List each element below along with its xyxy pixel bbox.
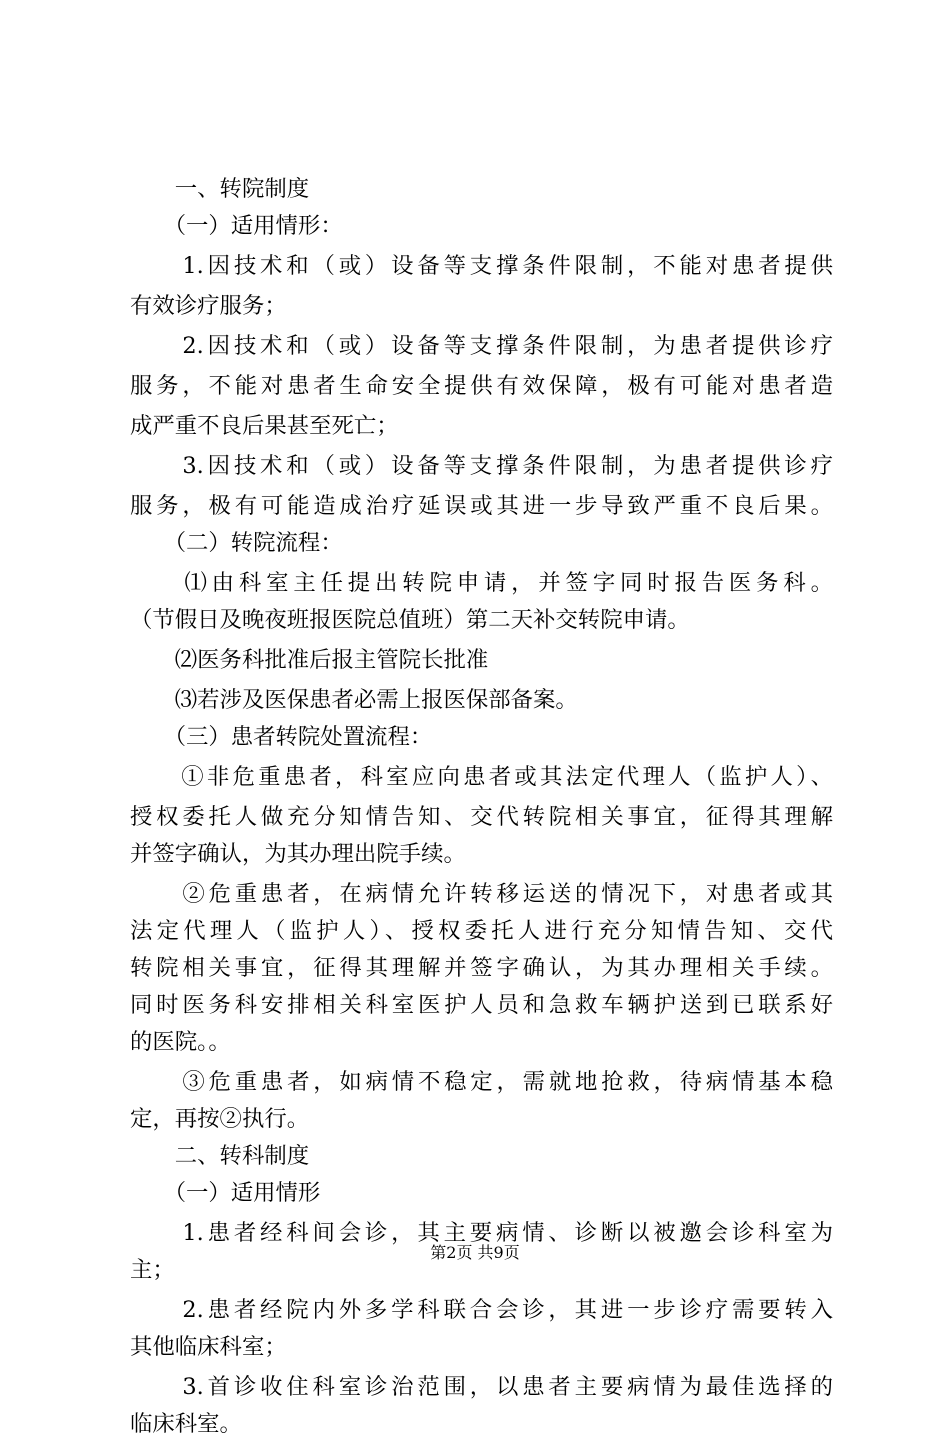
text-line: ②危重患者，在病情允许转移运送的情况下，对患者或其 bbox=[130, 881, 833, 907]
heading-transfer-hospital: 一、转院制度 bbox=[130, 176, 310, 202]
text-line: 2.患者经院内外多学科联合会诊，其进一步诊疗需要转入 bbox=[130, 1297, 833, 1323]
text-line: 3.首诊收住科室诊治范围，以患者主要病情为最佳选择的 bbox=[130, 1374, 833, 1400]
text-line: 有效诊疗服务； bbox=[130, 293, 287, 319]
subheading-applicable-situations: （一）适用情形： bbox=[130, 213, 343, 239]
text-line: 1.因技术和（或）设备等支撑条件限制，不能对患者提供 bbox=[130, 253, 833, 279]
text-line: 授权委托人做充分知情告知、交代转院相关事宜，征得其理解 bbox=[130, 804, 833, 830]
text-line: 2.因技术和（或）设备等支撑条件限制，为患者提供诊疗 bbox=[130, 333, 833, 359]
page-number: 第2页 共9页 bbox=[430, 1243, 520, 1262]
text-line: 同时医务科安排相关科室医护人员和急救车辆护送到已联系好 bbox=[130, 992, 833, 1018]
text-line: 成严重不良后果甚至死亡； bbox=[130, 413, 399, 439]
text-line: 并签字确认，为其办理出院手续。 bbox=[130, 841, 466, 867]
text-line: 转院相关事宜，征得其理解并签字确认，为其办理相关手续。 bbox=[130, 955, 833, 981]
text-line: ③危重患者，如病情不稳定，需就地抢救，待病情基本稳 bbox=[130, 1069, 833, 1095]
text-line: 其他临床科室； bbox=[130, 1334, 287, 1360]
text-line: 的医院。。 bbox=[130, 1029, 231, 1055]
text-line: 主； bbox=[130, 1257, 175, 1283]
text-line: 服务，不能对患者生命安全提供有效保障，极有可能对患者造 bbox=[130, 373, 833, 399]
subheading-patient-transfer-process: （三）患者转院处置流程： bbox=[130, 724, 433, 750]
subheading-applicable-situations-2: （一）适用情形 bbox=[130, 1180, 321, 1206]
heading-transfer-department: 二、转科制度 bbox=[130, 1143, 310, 1169]
text-line: 法定代理人（监护人）、授权委托人进行充分知情告知、交代 bbox=[130, 918, 833, 944]
text-line: ⑶若涉及医保患者必需上报医保部备案。 bbox=[130, 687, 578, 713]
text-line: ⑴由科室主任提出转院申请，并签字同时报告医务科。 bbox=[130, 570, 833, 596]
text-line: 3.因技术和（或）设备等支撑条件限制，为患者提供诊疗 bbox=[130, 453, 833, 479]
text-line: （节假日及晚夜班报医院总值班）第二天补交转院申请。 bbox=[130, 607, 690, 633]
text-line: 1.患者经科间会诊，其主要病情、诊断以被邀会诊科室为 bbox=[130, 1220, 833, 1246]
text-line: ①非危重患者，科室应向患者或其法定代理人（监护人）、 bbox=[130, 764, 833, 790]
text-line: 临床科室。 bbox=[130, 1411, 242, 1437]
text-line: ⑵医务科批准后报主管院长批准 bbox=[130, 647, 489, 673]
text-line: 服务，极有可能造成治疗延误或其进一步导致严重不良后果。 bbox=[130, 493, 833, 519]
subheading-transfer-process: （二）转院流程： bbox=[130, 530, 343, 556]
text-line: 定，再按②执行。 bbox=[130, 1106, 310, 1132]
